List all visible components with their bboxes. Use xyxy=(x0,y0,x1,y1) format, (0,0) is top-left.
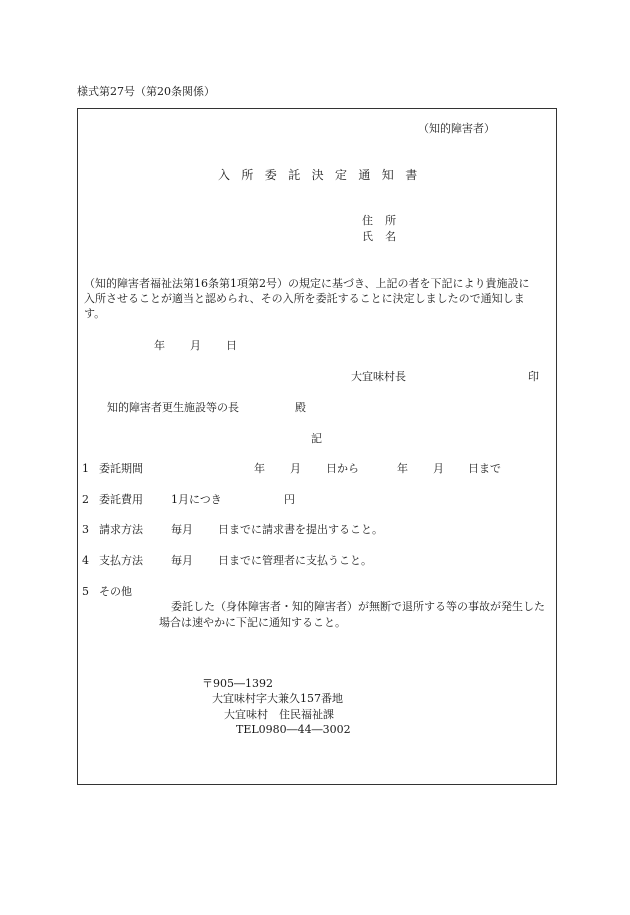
honorific: 殿 xyxy=(295,401,306,414)
seal-mark: 印 xyxy=(528,370,539,383)
document-title: 入所委託決定通知書 xyxy=(218,168,429,182)
item-1-number: 1 xyxy=(82,462,89,475)
item-2-unit: 円 xyxy=(284,493,295,506)
item-2-per-month: 1月につき xyxy=(171,493,222,506)
body-line-1: （知的障害者福祉法第16条第1項第2号）の規定に基づき、上記の者を下記により貴施設に xyxy=(84,277,530,290)
address-label: 住所 xyxy=(362,214,409,227)
item-2-label: 委託費用 xyxy=(99,493,143,506)
recipient: 知的障害者更生施設等の長 xyxy=(107,401,239,414)
item-5-label: その他 xyxy=(99,585,132,598)
date-year: 年 xyxy=(154,339,165,352)
date-month: 月 xyxy=(190,339,201,352)
category-label: （知的障害者） xyxy=(418,122,495,135)
item-2-number: 2 xyxy=(82,493,89,506)
issuer: 大宜味村長 xyxy=(351,370,406,383)
item-4-frequency: 毎月 xyxy=(171,554,193,567)
item-1-month-start: 月 xyxy=(290,462,301,475)
item-4-text: 日までに管理者に支払うこと。 xyxy=(218,554,372,567)
item-3-frequency: 毎月 xyxy=(171,523,193,536)
item-1-day-start: 日から xyxy=(326,462,359,475)
contact-tel: TEL0980―44―3002 xyxy=(236,723,351,736)
contact-address: 大宜味村字大兼久157番地 xyxy=(212,692,343,705)
date-day: 日 xyxy=(226,339,237,352)
item-5-line-1: 委託した（身体障害者・知的障害者）が無断で退所する等の事故が発生した xyxy=(171,600,545,613)
item-4-label: 支払方法 xyxy=(99,554,143,567)
form-number: 様式第27号（第20条関係） xyxy=(77,85,215,98)
ki-heading: 記 xyxy=(311,432,322,445)
body-line-3: す。 xyxy=(84,307,106,320)
item-3-text: 日までに請求書を提出すること。 xyxy=(218,523,383,536)
item-4-number: 4 xyxy=(82,554,89,567)
item-5-number: 5 xyxy=(82,585,89,598)
item-3-number: 3 xyxy=(82,523,89,536)
item-1-label: 委託期間 xyxy=(99,462,143,475)
item-1-year-start: 年 xyxy=(254,462,265,475)
body-line-2: 入所させることが適当と認められ、その入所を委託することに決定しましたので通知しま xyxy=(84,292,525,305)
item-5-line-2: 場合は速やかに下記に通知すること。 xyxy=(159,616,346,629)
item-1-day-end: 日まで xyxy=(468,462,501,475)
item-1-year-end: 年 xyxy=(397,462,408,475)
item-1-month-end: 月 xyxy=(433,462,444,475)
item-3-label: 請求方法 xyxy=(99,523,143,536)
document-frame xyxy=(77,108,557,785)
name-label: 氏名 xyxy=(362,230,409,243)
contact-postal: 〒905―1392 xyxy=(202,677,273,690)
contact-office: 大宜味村 住民福祉課 xyxy=(224,708,334,721)
